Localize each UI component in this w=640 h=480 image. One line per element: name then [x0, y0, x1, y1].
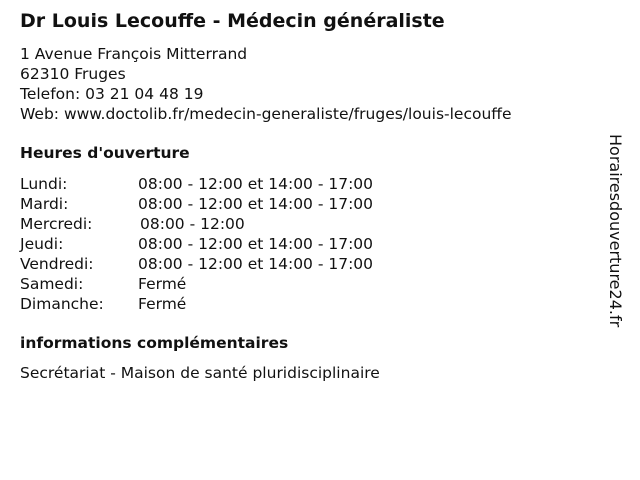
- hours-row-sunday: [20, 294, 373, 314]
- hours-row-wednesday: [20, 214, 373, 234]
- hours-row-tuesday: [20, 194, 373, 214]
- site-watermark-label: Horairesdouverture24.fr: [606, 134, 625, 328]
- hours-row-saturday: [20, 274, 373, 294]
- hours-row-monday: [20, 174, 373, 194]
- day-label: Mercredi:: [20, 215, 93, 233]
- time-value: Fermé: [138, 275, 187, 293]
- day-label: Lundi:: [20, 175, 68, 193]
- time-value: 08:00 - 12:00 et 14:00 - 17:00: [138, 195, 374, 213]
- time-value: 08:00 - 12:00 et 14:00 - 17:00: [138, 235, 374, 253]
- hours-row-friday: [20, 254, 373, 274]
- day-label: Mardi:: [20, 195, 69, 213]
- day-label: Samedi:: [20, 275, 84, 293]
- additional-info-heading: informations complémentaires: [20, 334, 289, 352]
- day-label: Dimanche:: [20, 295, 104, 313]
- phone-number: Telefon: 03 21 04 48 19: [20, 85, 204, 103]
- time-value: Fermé: [138, 295, 187, 313]
- day-label: Vendredi:: [20, 255, 94, 273]
- time-value: 08:00 - 12:00 et 14:00 - 17:00: [138, 255, 374, 273]
- page-title: Dr Louis Lecouffe - Médecin généraliste: [20, 10, 445, 32]
- website-url: Web: www.doctolib.fr/medecin-generaliste/fruges/louis-lecouffe: [20, 105, 512, 123]
- city-postcode: 62310 Fruges: [20, 65, 126, 83]
- hours-row-thursday: [20, 234, 373, 254]
- opening-hours-table: [20, 174, 373, 314]
- opening-hours-heading: Heures d'ouverture: [20, 144, 190, 162]
- additional-info-text: Secrétariat - Maison de santé pluridisciplinaire: [20, 364, 380, 382]
- street-address: 1 Avenue François Mitterrand: [20, 45, 248, 63]
- day-label: Jeudi:: [20, 235, 64, 253]
- time-value: 08:00 - 12:00: [140, 215, 245, 233]
- time-value: 08:00 - 12:00 et 14:00 - 17:00: [138, 175, 374, 193]
- contact-block: [20, 44, 512, 124]
